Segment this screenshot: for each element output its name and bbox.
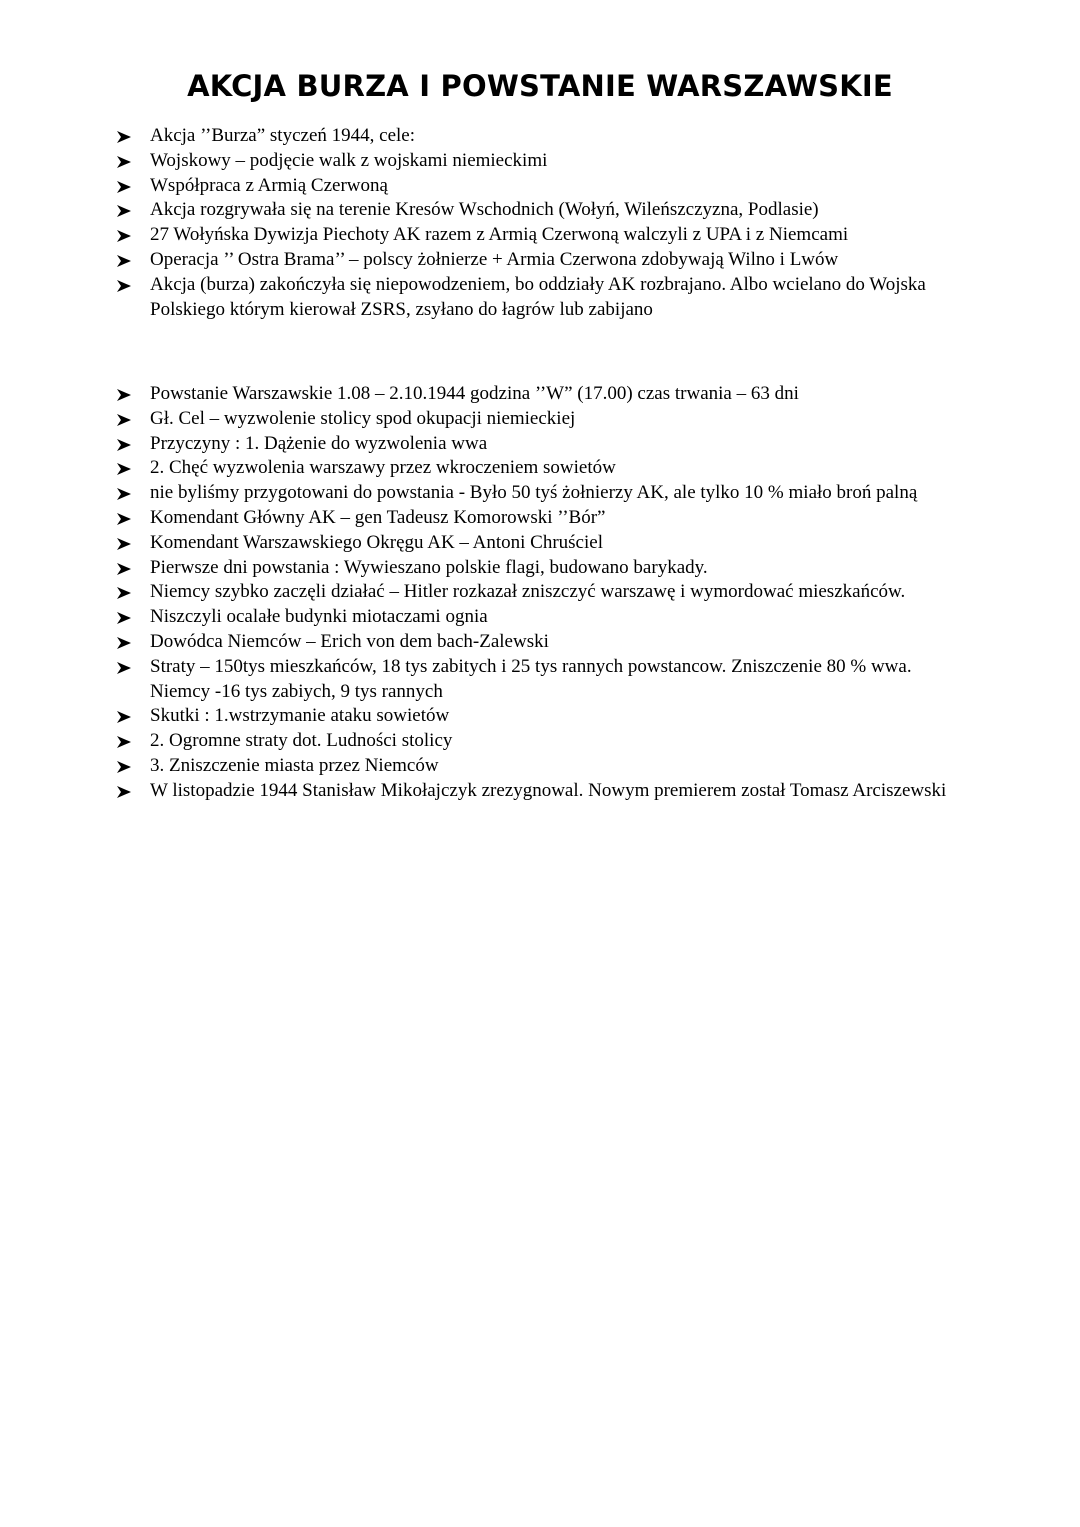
arrow-bullet-icon	[117, 156, 131, 168]
arrow-bullet-icon	[117, 255, 131, 267]
arrow-bullet-icon	[117, 786, 131, 798]
arrow-bullet-icon	[117, 612, 131, 624]
list-item	[0, 506, 1080, 531]
list-item-text: Współpraca z Armią Czerwoną	[150, 174, 388, 196]
list-item-text: 27 Wołyńska Dywizja Piechoty AK razem z Armią Czerwoną walczyli z UPA i z Niemcami	[150, 224, 849, 246]
list-item-text: Straty – 150tys mieszkańców, 18 tys zabitych i 25 tys rannych powstancow. Zniszczenie 80 % wwa.	[150, 655, 912, 677]
list-item-text: Przyczyny : 1. Dążenie do wyzwolenia wwa	[150, 432, 488, 454]
list-item-text: Wojskowy – podjęcie walk z wojskami niemieckimi	[150, 149, 548, 171]
list-item	[0, 655, 1080, 705]
arrow-bullet-icon	[117, 711, 131, 723]
arrow-bullet-icon	[117, 205, 131, 217]
arrow-bullet-icon	[117, 131, 131, 143]
list-item	[0, 580, 1080, 605]
arrow-bullet-icon	[117, 230, 131, 242]
list-item	[0, 124, 1080, 149]
arrow-bullet-icon	[117, 513, 131, 525]
list-item	[0, 630, 1080, 655]
arrow-bullet-icon	[117, 181, 131, 193]
arrow-bullet-icon	[117, 587, 131, 599]
list-item	[0, 729, 1080, 754]
list-item	[0, 779, 1080, 804]
arrow-bullet-icon	[117, 414, 131, 426]
list-item-text: Gł. Cel – wyzwolenie stolicy spod okupacji niemieckiej	[150, 407, 576, 429]
page-title: AKCJA BURZA I POWSTANIE WARSZAWSKIE	[187, 69, 893, 103]
arrow-bullet-icon	[117, 662, 131, 674]
list-item	[0, 432, 1080, 457]
list-item	[0, 704, 1080, 729]
list-item-text: 3. Zniszczenie miasta przez Niemców	[150, 754, 439, 776]
list-item	[0, 382, 1080, 407]
list-item	[0, 248, 1080, 273]
list-item	[0, 174, 1080, 199]
list-item	[0, 754, 1080, 779]
powstanie-bullet-list	[0, 382, 1080, 804]
list-item-text: Komendant Warszawskiego Okręgu AK – Antoni Chruściel	[150, 531, 603, 553]
arrow-bullet-icon	[117, 389, 131, 401]
list-item	[0, 198, 1080, 223]
list-item-text: 2. Chęć wyzwolenia warszawy przez wkroczeniem sowietów	[150, 457, 616, 479]
arrow-bullet-icon	[117, 538, 131, 550]
arrow-bullet-icon	[117, 563, 131, 575]
list-item-text: Pierwsze dni powstania : Wywieszano polskie flagi, budowano barykady.	[150, 556, 708, 578]
list-item-text: Akcja ’’Burza” styczeń 1944, cele:	[150, 125, 415, 146]
list-item-text: Akcja rozgrywała się na terenie Kresów Wschodnich (Wołyń, Wileńszczyzna, Podlasie)	[150, 199, 819, 221]
list-item	[0, 273, 1080, 323]
list-item	[0, 456, 1080, 481]
list-item-text: nie byliśmy przygotowani do powstania - Było 50 tyś żołnierzy AK, ale tylko 10 % miało broń palną	[150, 482, 918, 504]
list-item-text: Powstanie Warszawskie 1.08 – 2.10.1944 godzina ’’W” (17.00) czas trwania – 63 dni	[150, 383, 799, 404]
list-item	[0, 149, 1080, 174]
burza-bullet-list	[0, 124, 1080, 322]
arrow-bullet-icon	[117, 761, 131, 773]
list-item-text: Niemcy szybko zaczęli działać – Hitler rozkazał zniszczyć warszawę i wymordować mieszkańców.	[150, 581, 906, 603]
list-item-text: Operacja ’’ Ostra Brama’’ – polscy żołnierze + Armia Czerwona zdobywają Wilno i Lwów	[150, 248, 839, 270]
list-item	[0, 556, 1080, 581]
arrow-bullet-icon	[117, 736, 131, 748]
list-item-text-continued: Niemcy -16 tys zabiych, 9 tys rannych	[150, 680, 443, 702]
list-item-text: Dowódca Niemców – Erich von dem bach-Zalewski	[150, 630, 549, 652]
arrow-bullet-icon	[117, 463, 131, 475]
list-item	[0, 605, 1080, 630]
list-item-text: Komendant Główny AK – gen Tadeusz Komorowski ’’Bór”	[150, 506, 606, 528]
list-item	[0, 223, 1080, 248]
list-item	[0, 531, 1080, 556]
arrow-bullet-icon	[117, 488, 131, 500]
arrow-bullet-icon	[117, 280, 131, 292]
list-item	[0, 481, 1080, 506]
list-item-text: 2. Ogromne straty dot. Ludności stolicy	[150, 730, 453, 752]
list-item-text: Skutki : 1.wstrzymanie ataku sowietów	[150, 705, 450, 727]
list-item-text: Akcja (burza) zakończyła się niepowodzeniem, bo oddziały AK rozbrajano. Albo wcielano do Wojska	[150, 273, 926, 295]
list-item-text: Niszczyli ocalałe budynki miotaczami ognia	[150, 606, 488, 628]
list-item-text-continued: Polskiego którym kierował ZSRS, zsyłano do łagrów lub zabijano	[150, 298, 653, 320]
arrow-bullet-icon	[117, 637, 131, 649]
list-item	[0, 407, 1080, 432]
list-item-text: W listopadzie 1944 Stanisław Mikołajczyk zrezygnowal. Nowym premierem został Tomasz Arciszewski	[150, 779, 947, 801]
arrow-bullet-icon	[117, 439, 131, 451]
